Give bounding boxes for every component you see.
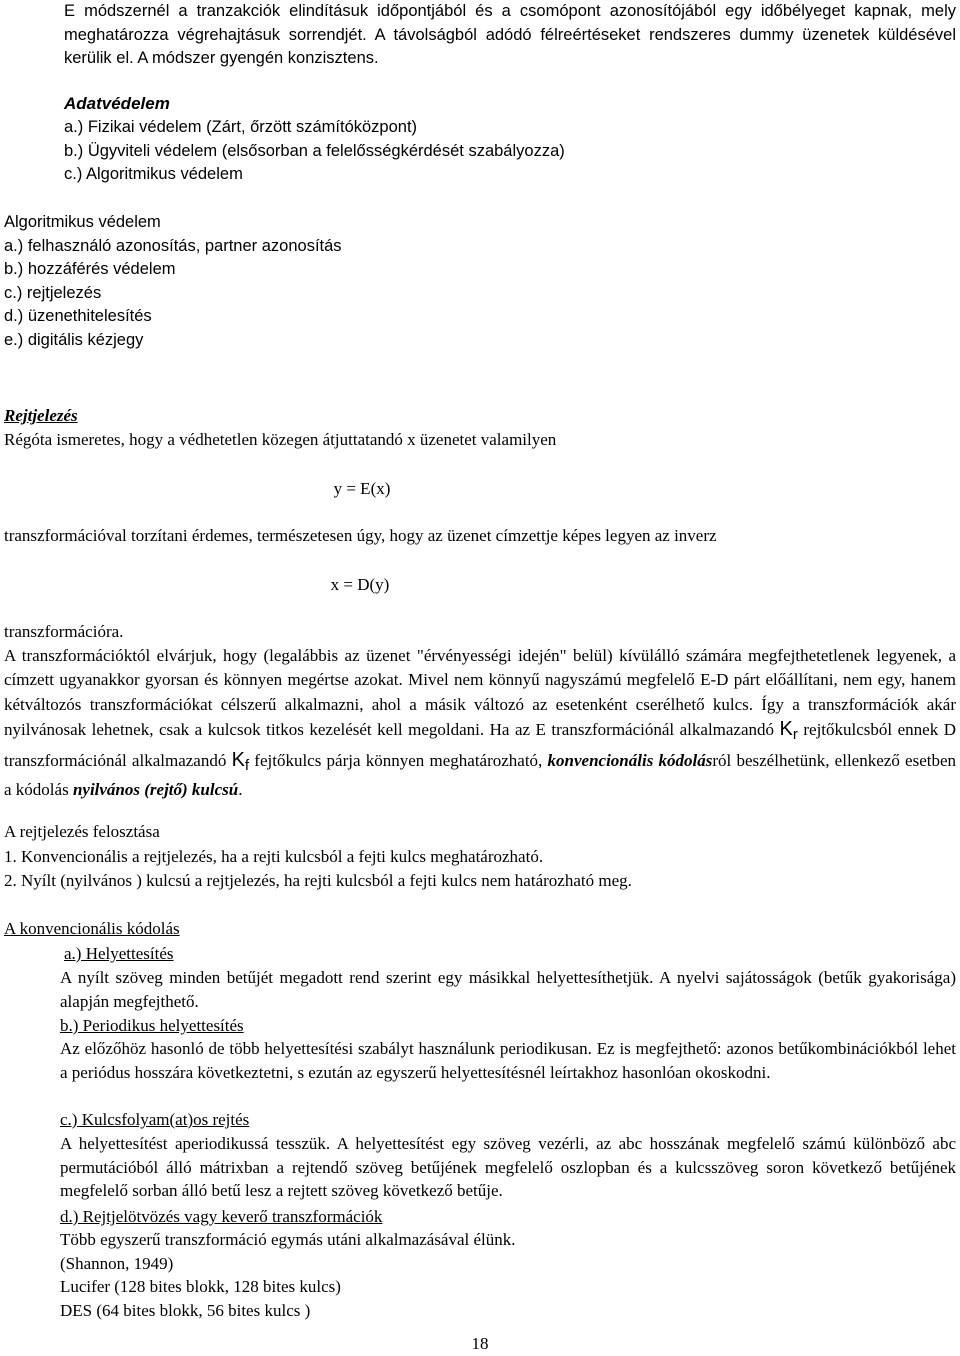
list-item: (Shannon, 1949)	[60, 1253, 174, 1273]
adatvedelem-list	[64, 116, 565, 187]
paragraph-text: .	[238, 780, 243, 800]
rejtjelezes-heading: Rejtjelezés	[4, 406, 78, 425]
key-f-symbol: $K_f$	[231, 748, 250, 774]
list-item: Több egyszerű transzformáció egymás utáni alkalmazásával élünk.	[60, 1230, 516, 1249]
paragraph-text: fejtőkulcs párja könnyen meghatározható,	[254, 750, 543, 770]
list-item: c.) Algoritmikus védelem	[64, 165, 243, 184]
felosztas-title: A rejtjelezés felosztása	[4, 822, 160, 841]
paragraph-text: rejtőkulcsból ennek D transzformációnál alkalmazandó	[4, 720, 956, 770]
list-item: DES (64 bites blokk, 56 bites kulcs )	[60, 1300, 311, 1320]
formula-encrypt: y = E(x)	[333, 479, 391, 498]
konvencionalis-heading: A konvencionális kódolás	[4, 919, 180, 938]
subsection-d-lines	[60, 1228, 516, 1322]
list-item: a.) felhasználó azonosítás, partner azonosítás	[4, 236, 342, 255]
subsection-a-text: A nyílt szöveg minden betűjét megadott rend szerint egy másikkal helyettesíthetjük. A nyelvi sajátosságok (betűk gyakorisága) alapján megfejthető.	[60, 968, 956, 1011]
rejtjelezes-line3: transzformációra.	[4, 622, 124, 641]
page-number: 18	[471, 1334, 489, 1353]
algoritmikus-heading: Algoritmikus védelem	[4, 213, 161, 231]
list-item: b.) hozzáférés védelem	[4, 260, 176, 279]
intro-paragraph: E módszernél a tranzakciók elindításuk időpontjából és a csomópont azonosítójából egy időbélyeget kapnak, mely meghatározza végrehajtásuk sorrendjét. A távolságból adódó félreértéseket rendszeres dummy üzenetek küldésével kerülik el. A módszer gyengén konzisztens.	[64, 2, 956, 67]
subsection-b-text: Az előzőhöz hasonló de több helyettesítési szabályt használunk periodikusan. Ez is megfejthető: azonos betűkombinációkból lehet a periódus hosszára következtetni, s ezután az egyszerű helyettesítésnél leírtakhoz hasonlóan okoskodni.	[60, 1039, 956, 1082]
list-item: c.) rejtjelezés	[4, 283, 102, 302]
subsection-c-text: A helyettesítést aperiodikussá tesszük. A helyettesítést egy szöveg vezérli, az abc hosszának megfelelő számú különböző abc permutációból álló mátrixban a rejtendő szöveg betűjének megfelelő oszlopban és a kulcsszöveg soron következő betűjének megfelelő sorban álló betű lesz a rejtett szöveg következő betűje.	[60, 1134, 956, 1201]
rejtjelezes-line2: transzformációval torzítani érdemes, természetesen úgy, hogy az üzenet címzettje képes legyen az inverz	[4, 526, 717, 545]
paragraph-text: A transzformációktól elvárjuk, hogy (legalábbis az üzenet "érvényességi idején" belül) kívülálló számára megfejthetetlenek legyenek, a címzett ugyanakkor gyorsan és könnyen megértse azokat. Mivel nem könnyű nagyszámú megfelelő E-D párt előállítani, nem egy, hanem kétváltozós transzformációkat célszerű alkalmazni, ahol a másik változó az esetenként cserélhető kulcs. Így a transzformációk akár nyilvánosak lehetnek, csak a kulcsok titkos kezelését kell megoldani. Ha az E transzformációnál alkalmazandó	[4, 646, 956, 740]
paragraph-text: ról beszélhetünk, ellenkező esetben a kódolás	[4, 750, 957, 800]
felosztas-item-2: 2. Nyílt (nyilvános ) kulcsú a rejtjelezés, ha rejti kulcsból a fejti kulcs nem határozható meg.	[4, 871, 632, 890]
subsection-a-title: a.) Helyettesítés	[64, 944, 174, 963]
felosztas-item-1: 1. Konvencionális a rejtjelezés, ha a rejti kulcsból a fejti kulcs meghatározható.	[4, 847, 544, 866]
adatvedelem-heading: Adatvédelem	[64, 94, 170, 113]
formula-decrypt: x = D(y)	[330, 575, 390, 594]
subsection-c-title: c.) Kulcsfolyam(at)os rejtés	[60, 1110, 250, 1129]
rejtjelezes-line1: Régóta ismeretes, hogy a védhetetlen közegen átjuttatandó x üzenetet valamilyen	[4, 430, 557, 449]
list-item: e.) digitális kézjegy	[4, 330, 144, 349]
key-r-symbol: $K_r$	[779, 718, 798, 744]
bold-term: nyilvános (rejtő) kulcsú	[72, 780, 239, 800]
list-item: d.) üzenethitelesítés	[4, 307, 152, 326]
rejtjelezes-paragraph	[4, 644, 956, 802]
bold-term: konvencionális kódolás	[547, 750, 713, 770]
list-item: Lucifer (128 bites blokk, 128 bites kulcs)	[60, 1277, 341, 1297]
subsection-b-title: b.) Periodikus helyettesítés	[60, 1016, 244, 1035]
algoritmikus-section	[4, 211, 342, 353]
list-item: b.) Ügyviteli védelem (elsősorban a felelősségkérdését szabályozza)	[64, 141, 565, 160]
list-item: a.) Fizikai védelem (Zárt, őrzött számítóközpont)	[64, 118, 418, 136]
subsection-d-title: d.) Rejtjelötvözés vagy keverő transzformációk	[60, 1207, 383, 1226]
